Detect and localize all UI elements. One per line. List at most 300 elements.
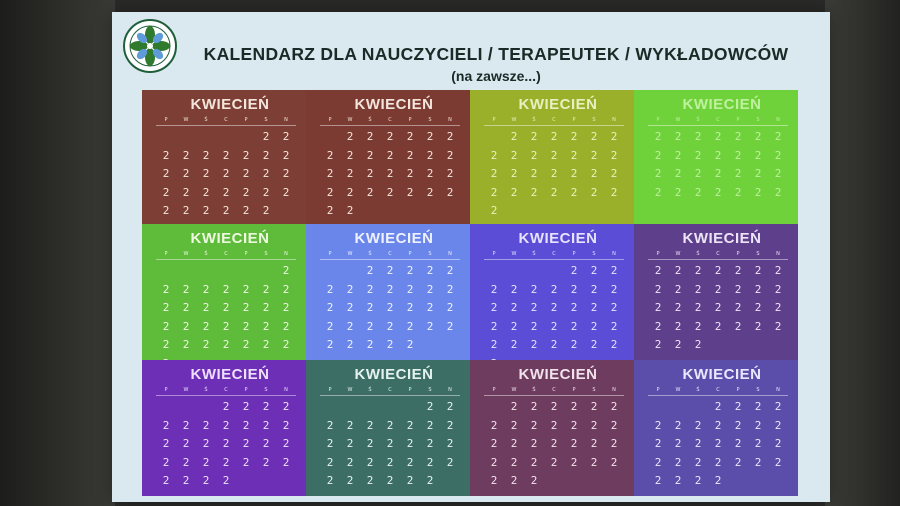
day-number: 2 <box>570 264 578 277</box>
day-number: 2 <box>510 301 518 314</box>
day-number: 2 <box>446 130 454 143</box>
day-number: 2 <box>654 282 662 296</box>
empty-day-cell <box>688 398 708 417</box>
day-number: 2 <box>202 204 210 217</box>
weekday-label: W <box>675 117 681 123</box>
day-number: 2 <box>734 418 742 432</box>
day-number: 2 <box>610 130 618 143</box>
weekday-label: W <box>347 387 353 393</box>
day-number: 2 <box>774 301 782 314</box>
weekday-label: C <box>388 117 392 123</box>
day-number: 2 <box>590 418 598 432</box>
day-number: 2 <box>242 319 250 333</box>
weekday-label: P <box>244 117 248 123</box>
day-number: 2 <box>714 437 722 450</box>
day-number: 2 <box>674 301 682 314</box>
day-number: 2 <box>426 455 434 469</box>
weekday-label: W <box>511 387 517 393</box>
empty-day-cell <box>156 128 176 147</box>
weekday-label: N <box>776 117 780 123</box>
room-background-left <box>0 0 115 506</box>
slide-subtitle: (na zawsze...) <box>451 68 541 84</box>
empty-day-cell <box>504 262 524 281</box>
day-number: 2 <box>386 301 394 314</box>
day-number: 2 <box>446 455 454 469</box>
day-number: 2 <box>570 282 578 296</box>
day-number: 2 <box>490 301 498 314</box>
weekday-label: W <box>183 251 189 257</box>
day-number: 2 <box>282 148 290 162</box>
empty-day-cell <box>648 398 668 417</box>
day-number: 2 <box>550 282 558 296</box>
empty-day-cell <box>176 398 196 417</box>
weekday-label: P <box>408 387 412 393</box>
day-number: 2 <box>162 455 170 469</box>
empty-day-cell <box>196 128 216 147</box>
weekday-label: S <box>592 387 596 393</box>
day-number: 2 <box>282 455 290 469</box>
day-number: 2 <box>674 167 682 180</box>
day-number: 2 <box>262 185 270 199</box>
month-name: KWIECIEŃ <box>190 96 270 113</box>
day-number: 2 <box>182 148 190 162</box>
weekday-label: P <box>164 387 168 393</box>
day-number: 2 <box>406 474 414 487</box>
day-number: 2 <box>346 148 354 162</box>
day-number: 2 <box>694 338 702 351</box>
day-number: 2 <box>202 474 210 487</box>
day-number: 2 <box>366 319 374 333</box>
empty-day-cell <box>216 128 236 147</box>
day-number: 2 <box>570 455 578 469</box>
day-number: 2 <box>654 185 662 199</box>
day-number: 2 <box>262 319 270 333</box>
month-name: KWIECIEŃ <box>518 230 598 247</box>
weekday-label: Ś <box>368 387 372 393</box>
day-number: 2 <box>510 455 518 469</box>
empty-day-cell <box>544 262 564 281</box>
weekday-header <box>320 117 460 126</box>
weekday-label: N <box>284 251 288 257</box>
day-number: 2 <box>446 437 454 450</box>
day-number: 2 <box>490 204 498 217</box>
day-number: 2 <box>386 474 394 487</box>
day-number: 2 <box>446 400 454 413</box>
weekday-label: C <box>716 387 720 393</box>
day-number: 2 <box>426 264 434 277</box>
day-number: 2 <box>326 148 334 162</box>
weekday-label: Ś <box>532 251 536 257</box>
day-number: 2 <box>570 301 578 314</box>
weekday-label: Ś <box>532 117 536 123</box>
weekday-label: P <box>408 117 412 123</box>
day-number: 2 <box>182 185 190 199</box>
day-number: 2 <box>714 301 722 314</box>
weekday-label: C <box>552 117 556 123</box>
day-number: 2 <box>510 338 518 351</box>
day-number: 2 <box>510 282 518 296</box>
weekday-label: P <box>492 387 496 393</box>
day-number: 2 <box>346 282 354 296</box>
day-number: 2 <box>610 437 618 450</box>
day-number: 2 <box>610 264 618 277</box>
weekday-header <box>156 251 296 260</box>
calendar-card <box>470 360 634 496</box>
day-number: 2 <box>530 319 538 333</box>
day-number: 2 <box>162 437 170 450</box>
weekday-label: N <box>448 387 452 393</box>
weekday-label: P <box>164 251 168 257</box>
day-number: 2 <box>774 437 782 450</box>
day-number: 2 <box>386 264 394 277</box>
day-number: 2 <box>386 167 394 180</box>
day-number: 2 <box>366 185 374 199</box>
weekday-label: W <box>347 251 353 257</box>
day-number: 2 <box>590 437 598 450</box>
day-number: 2 <box>590 264 598 277</box>
day-number: 2 <box>406 264 414 277</box>
weekday-header <box>320 251 460 260</box>
empty-day-cell <box>156 398 176 417</box>
month-name: KWIECIEŃ <box>190 366 270 383</box>
day-number: 2 <box>202 301 210 314</box>
day-number: 2 <box>242 437 250 450</box>
day-number: 2 <box>406 167 414 180</box>
weekday-header <box>484 117 624 126</box>
day-number: 2 <box>754 148 762 162</box>
day-number: 2 <box>570 148 578 162</box>
day-number: 2 <box>326 437 334 450</box>
day-grid <box>156 398 296 491</box>
day-number: 2 <box>610 167 618 180</box>
day-number: 2 <box>282 418 290 432</box>
day-number: 2 <box>222 204 230 217</box>
calendar-card <box>306 360 470 496</box>
weekday-label: P <box>572 117 576 123</box>
day-number: 2 <box>490 437 498 450</box>
weekday-label: P <box>656 117 660 123</box>
empty-day-cell <box>484 398 504 417</box>
day-number: 2 <box>694 282 702 296</box>
day-number: 2 <box>386 130 394 143</box>
day-number: 2 <box>530 148 538 162</box>
weekday-label: S <box>592 251 596 257</box>
day-number: 2 <box>222 455 230 469</box>
day-number: 2 <box>610 418 618 432</box>
day-number: 2 <box>242 418 250 432</box>
day-number: 2 <box>654 130 662 143</box>
day-number: 2 <box>366 167 374 180</box>
day-number: 2 <box>346 301 354 314</box>
weekday-label: S <box>264 251 268 257</box>
day-number: 2 <box>242 148 250 162</box>
day-number: 2 <box>326 418 334 432</box>
day-number: 2 <box>346 319 354 333</box>
day-number: 2 <box>282 319 290 333</box>
day-number: 2 <box>754 130 762 143</box>
day-number: 2 <box>222 301 230 314</box>
month-name: KWIECIEŃ <box>518 96 598 113</box>
day-number: 2 <box>446 185 454 199</box>
day-number: 2 <box>406 148 414 162</box>
day-number: 2 <box>734 319 742 333</box>
day-number: 2 <box>346 167 354 180</box>
day-number: 2 <box>406 418 414 432</box>
day-number: 2 <box>674 319 682 333</box>
day-number: 2 <box>262 338 270 351</box>
weekday-label: Ś <box>204 251 208 257</box>
day-number: 2 <box>366 148 374 162</box>
day-number: 2 <box>222 400 230 413</box>
weekday-label: W <box>347 117 353 123</box>
weekday-label: P <box>328 117 332 123</box>
weekday-label: Ś <box>368 251 372 257</box>
day-number: 2 <box>346 474 354 487</box>
weekday-label: C <box>552 387 556 393</box>
weekday-label: W <box>511 117 517 123</box>
day-number: 2 <box>282 185 290 199</box>
weekday-label: P <box>328 251 332 257</box>
day-number: 2 <box>510 437 518 450</box>
day-number: 2 <box>326 301 334 314</box>
day-number: 2 <box>446 167 454 180</box>
day-number: 2 <box>282 338 290 351</box>
weekday-label: N <box>284 387 288 393</box>
weekday-label: C <box>716 251 720 257</box>
day-number: 2 <box>346 437 354 450</box>
day-number: 2 <box>674 418 682 432</box>
day-number: 2 <box>590 400 598 413</box>
day-number: 2 <box>694 185 702 199</box>
day-number: 2 <box>366 418 374 432</box>
day-number: 2 <box>406 319 414 333</box>
day-number: 2 <box>530 185 538 199</box>
weekday-header <box>648 387 788 396</box>
weekday-label: Ś <box>204 117 208 123</box>
empty-day-cell <box>524 262 544 281</box>
day-number: 2 <box>570 338 578 351</box>
day-number: 2 <box>386 437 394 450</box>
day-grid <box>320 398 460 491</box>
day-number: 2 <box>674 338 682 351</box>
day-number: 2 <box>610 455 618 469</box>
day-number: 2 <box>754 185 762 199</box>
day-grid <box>320 262 460 355</box>
weekday-label: P <box>408 251 412 257</box>
day-number: 2 <box>182 474 190 487</box>
day-number: 2 <box>714 167 722 180</box>
day-number: 2 <box>326 474 334 487</box>
day-number: 2 <box>202 282 210 296</box>
day-number: 2 <box>490 185 498 199</box>
day-number: 2 <box>694 167 702 180</box>
empty-day-cell <box>176 262 196 281</box>
day-number: 2 <box>426 400 434 413</box>
day-number: 2 <box>714 319 722 333</box>
day-number: 2 <box>674 148 682 162</box>
day-grid <box>648 128 788 202</box>
day-number: 2 <box>734 301 742 314</box>
day-number: 2 <box>242 301 250 314</box>
day-number: 2 <box>510 418 518 432</box>
day-number: 2 <box>446 264 454 277</box>
day-number: 2 <box>550 167 558 180</box>
day-number: 2 <box>754 301 762 314</box>
weekday-label: N <box>612 387 616 393</box>
day-number: 2 <box>490 148 498 162</box>
day-grid <box>648 398 788 491</box>
day-number: 2 <box>222 148 230 162</box>
day-number: 2 <box>570 185 578 199</box>
day-number: 2 <box>674 130 682 143</box>
day-number: 2 <box>242 400 250 413</box>
calendar-card <box>142 224 306 360</box>
day-number: 2 <box>346 185 354 199</box>
day-number: 2 <box>366 301 374 314</box>
day-number: 2 <box>490 282 498 296</box>
day-grid <box>484 262 624 373</box>
day-number: 2 <box>654 418 662 432</box>
day-number: 2 <box>654 437 662 450</box>
calendar-card <box>306 90 470 226</box>
day-number: 2 <box>426 474 434 487</box>
day-number: 2 <box>282 130 290 143</box>
day-number: 2 <box>426 130 434 143</box>
day-number: 2 <box>490 455 498 469</box>
empty-day-cell <box>196 398 216 417</box>
day-number: 2 <box>610 185 618 199</box>
day-number: 2 <box>550 338 558 351</box>
day-number: 2 <box>714 148 722 162</box>
day-number: 2 <box>654 474 662 487</box>
day-number: 2 <box>162 148 170 162</box>
day-number: 2 <box>366 282 374 296</box>
day-number: 2 <box>182 418 190 432</box>
empty-day-cell <box>400 398 420 417</box>
day-number: 2 <box>714 130 722 143</box>
day-number: 2 <box>734 282 742 296</box>
day-number: 2 <box>610 400 618 413</box>
day-number: 2 <box>550 130 558 143</box>
day-number: 2 <box>694 319 702 333</box>
day-number: 2 <box>242 167 250 180</box>
weekday-label: W <box>183 387 189 393</box>
day-number: 2 <box>510 400 518 413</box>
calendar-card <box>142 360 306 496</box>
day-number: 2 <box>610 338 618 351</box>
day-number: 2 <box>222 418 230 432</box>
day-number: 2 <box>366 338 374 351</box>
calendar-card <box>634 224 798 360</box>
day-number: 2 <box>610 301 618 314</box>
day-number: 2 <box>490 474 498 487</box>
day-number: 2 <box>202 319 210 333</box>
calendar-card <box>634 360 798 496</box>
day-number: 2 <box>490 319 498 333</box>
day-number: 2 <box>674 474 682 487</box>
day-number: 2 <box>590 130 598 143</box>
day-number: 2 <box>590 319 598 333</box>
empty-day-cell <box>256 262 276 281</box>
weekday-label: P <box>736 251 740 257</box>
day-number: 2 <box>530 167 538 180</box>
weekday-label: C <box>716 117 720 123</box>
day-number: 2 <box>530 418 538 432</box>
day-number: 2 <box>530 455 538 469</box>
calendar-grid <box>112 12 830 502</box>
day-number: 2 <box>714 264 722 277</box>
weekday-label: Ś <box>696 117 700 123</box>
day-number: 2 <box>530 400 538 413</box>
day-number: 2 <box>714 474 722 487</box>
weekday-label: P <box>656 251 660 257</box>
weekday-label: P <box>572 251 576 257</box>
weekday-label: Ś <box>532 387 536 393</box>
day-number: 2 <box>590 185 598 199</box>
weekday-label: P <box>492 251 496 257</box>
day-number: 2 <box>714 185 722 199</box>
weekday-label: C <box>552 251 556 257</box>
empty-day-cell <box>340 262 360 281</box>
day-grid <box>648 262 788 355</box>
day-number: 2 <box>162 418 170 432</box>
calendar-card <box>470 90 634 226</box>
day-number: 2 <box>326 282 334 296</box>
day-grid <box>156 262 296 373</box>
month-name: KWIECIEŃ <box>354 96 434 113</box>
day-number: 2 <box>654 264 662 277</box>
day-number: 2 <box>366 474 374 487</box>
day-grid <box>484 128 624 221</box>
day-number: 2 <box>262 148 270 162</box>
day-number: 2 <box>426 418 434 432</box>
day-number: 2 <box>406 301 414 314</box>
day-grid <box>156 128 296 221</box>
day-number: 2 <box>654 167 662 180</box>
day-number: 2 <box>222 319 230 333</box>
day-number: 2 <box>242 185 250 199</box>
empty-day-cell <box>216 262 236 281</box>
day-number: 2 <box>262 130 270 143</box>
day-number: 2 <box>282 264 290 277</box>
day-number: 2 <box>182 204 190 217</box>
day-number: 2 <box>426 319 434 333</box>
weekday-label: Ś <box>696 387 700 393</box>
day-number: 2 <box>490 167 498 180</box>
day-number: 2 <box>386 185 394 199</box>
day-number: 2 <box>426 437 434 450</box>
weekday-label: S <box>428 251 432 257</box>
day-number: 2 <box>162 282 170 296</box>
day-number: 2 <box>202 148 210 162</box>
day-number: 2 <box>262 301 270 314</box>
day-number: 2 <box>754 319 762 333</box>
weekday-label: C <box>388 387 392 393</box>
weekday-label: N <box>612 117 616 123</box>
day-number: 2 <box>446 148 454 162</box>
day-number: 2 <box>654 301 662 314</box>
day-number: 2 <box>674 185 682 199</box>
day-number: 2 <box>202 437 210 450</box>
day-number: 2 <box>242 338 250 351</box>
day-number: 2 <box>282 301 290 314</box>
day-number: 2 <box>346 130 354 143</box>
day-number: 2 <box>774 418 782 432</box>
weekday-label: P <box>572 387 576 393</box>
day-number: 2 <box>242 282 250 296</box>
calendar-card <box>470 224 634 360</box>
day-number: 2 <box>774 319 782 333</box>
